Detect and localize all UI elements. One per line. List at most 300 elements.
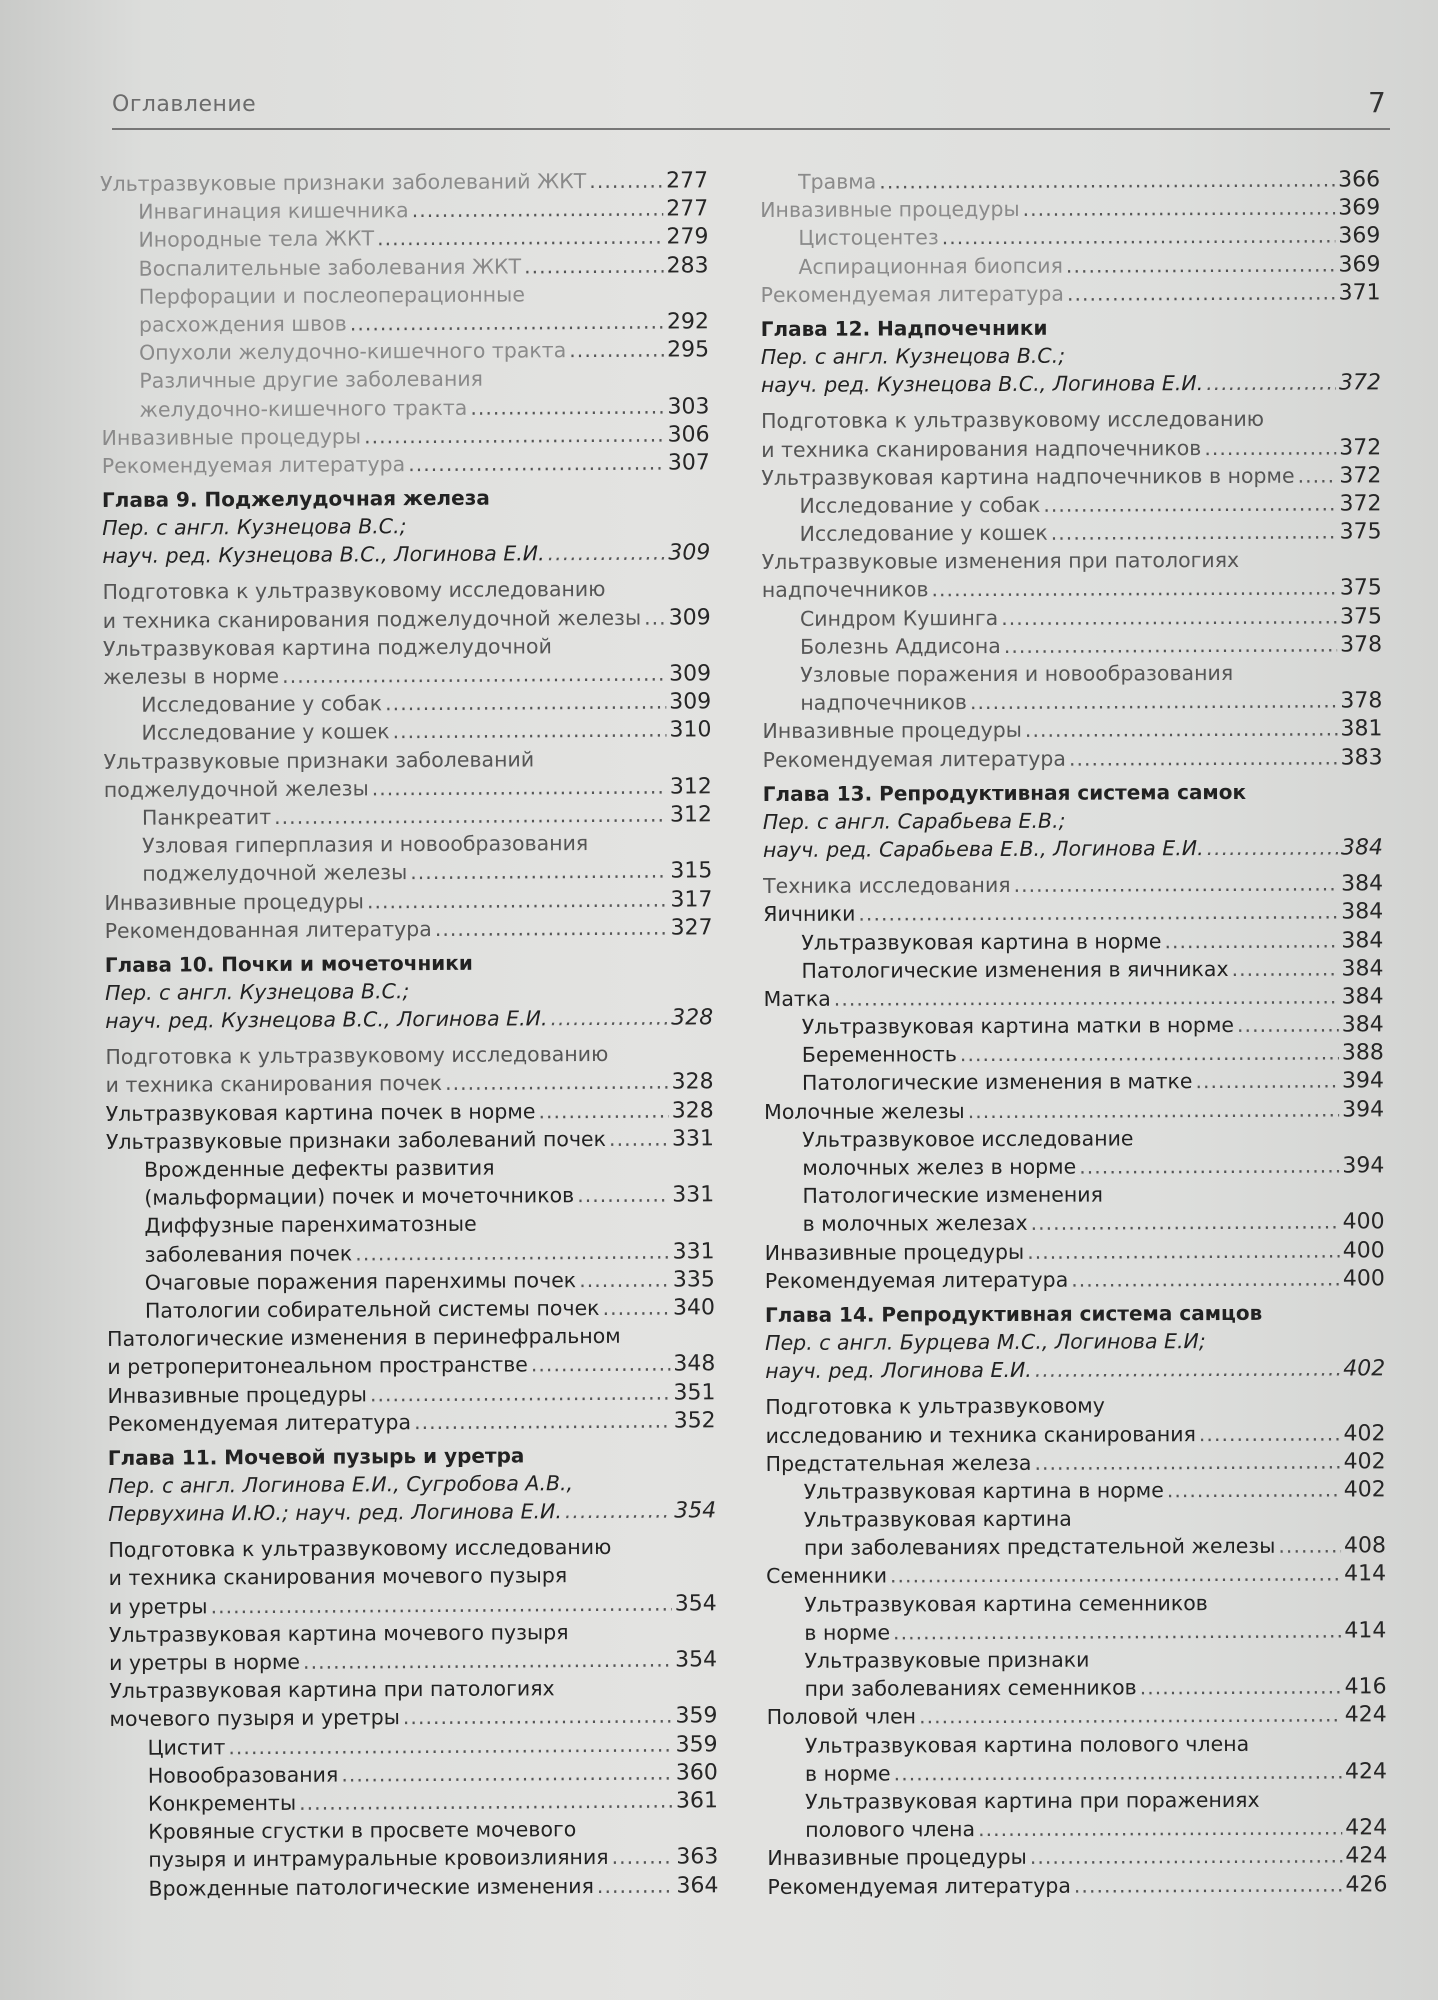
toc-entry-title: в норме — [804, 1761, 891, 1786]
toc-entry-title: Инвазивные процедуры — [104, 888, 364, 915]
toc-entry — [102, 420, 710, 452]
toc-dot-leader — [392, 716, 666, 746]
toc-dot-leader — [1195, 1067, 1339, 1096]
toc-entry-title: Рекомендуемая литература — [760, 281, 1064, 307]
toc-entry — [103, 687, 711, 719]
toc-dot-leader — [1206, 369, 1336, 398]
toc-entry-title: Беременность — [801, 1042, 957, 1068]
toc-translator-credit — [102, 539, 710, 571]
toc-dot-leader — [579, 1265, 670, 1294]
toc-dot-leader — [1034, 1447, 1340, 1477]
toc-entry-title: Пер. с англ. Сарабьева Е.В.; — [762, 808, 1066, 834]
toc-entry — [105, 1040, 713, 1072]
toc-dot-leader — [1014, 870, 1339, 900]
toc-entry — [763, 898, 1383, 929]
toc-entry-title: Предстательная железа — [765, 1450, 1032, 1476]
toc-dot-leader — [1079, 1151, 1339, 1180]
toc-dot-leader — [385, 688, 666, 718]
toc-entry-title: Инвазивные процедуры — [762, 718, 1022, 744]
toc-entry-title: Семенники — [766, 1563, 888, 1589]
toc-entry — [110, 1843, 718, 1875]
toc-dot-leader — [470, 392, 664, 421]
toc-entry-title: Первухина И.Ю.; науч. ред. Логинова Е.И. — [108, 1499, 562, 1527]
toc-dot-leader — [1043, 489, 1336, 518]
toc-entry-title: и техника сканирования поджелудочной железы — [102, 605, 642, 633]
toc-chapter-heading: Глава 12. Надпочечники — [760, 315, 1048, 341]
toc-entry-title: Болезнь Аддисона — [800, 633, 1001, 659]
toc-page-number: 309 — [669, 661, 712, 687]
toc-entry — [106, 1124, 714, 1156]
toc-entry — [762, 602, 1382, 633]
toc-entry-title: науч. ред. Кузнецова В.С., Логинова Е.И. — [760, 371, 1204, 398]
toc-entry-title: Ультразвуковые признаки заболеваний ЖКТ — [100, 169, 587, 196]
toc-entry — [764, 1151, 1384, 1182]
toc-entry — [762, 686, 1382, 717]
toc-entry-title: Аспирационная биопсия — [798, 253, 1063, 279]
toc-page-number: 381 — [1340, 716, 1383, 742]
toc-entry-title: Патологические изменения — [802, 1182, 1103, 1209]
toc-page-number: 402 — [1343, 1356, 1386, 1382]
toc-dot-leader — [403, 1702, 673, 1732]
toc-page-number: 328 — [671, 1005, 714, 1031]
toc-entry-title: Ультразвуковая картина при патологиях — [109, 1676, 555, 1704]
toc-entry — [764, 1039, 1384, 1070]
toc-entry — [766, 1475, 1386, 1506]
toc-page-number: 309 — [669, 689, 712, 715]
toc-entry — [766, 1560, 1386, 1591]
toc-entry — [766, 1644, 1386, 1675]
toc-dot-leader — [894, 1757, 1342, 1787]
toc-page-number: 400 — [1342, 1209, 1385, 1235]
toc-dot-leader — [970, 687, 1337, 717]
toc-dot-leader — [412, 195, 664, 225]
toc-page-number: 372 — [1339, 462, 1382, 489]
toc-dot-leader — [341, 1758, 673, 1788]
toc-page-number: 328 — [671, 1069, 714, 1095]
toc-entry — [761, 405, 1381, 436]
toc-entry — [107, 1350, 715, 1382]
toc-entry — [765, 1236, 1385, 1267]
toc-entry — [760, 193, 1380, 224]
toc-entry — [766, 1588, 1386, 1619]
toc-entry — [107, 1293, 715, 1325]
toc-entry — [765, 1419, 1385, 1450]
toc-dot-leader — [1004, 630, 1337, 660]
toc-entry — [767, 1729, 1387, 1760]
toc-entry-title: надпочечников — [761, 577, 929, 603]
toc-page-number: 408 — [1343, 1533, 1387, 1559]
toc-dot-leader — [834, 982, 1339, 1012]
toc-entry — [760, 222, 1380, 253]
toc-entry-title: Ультразвуковые изменения при патологиях — [761, 548, 1240, 575]
toc-page-number: 292 — [666, 309, 710, 335]
toc-entry-title: Рекомендуемая литература — [107, 1409, 412, 1436]
toc-entry — [766, 1616, 1386, 1647]
toc-page-number: 328 — [671, 1097, 714, 1124]
toc-page-number: 327 — [670, 914, 713, 941]
toc-entry-title: и техника сканирования мочевого пузыря — [108, 1563, 568, 1591]
toc-dot-leader — [299, 1786, 673, 1816]
toc-entry — [110, 1730, 718, 1762]
toc-entry-title: Панкреатит — [141, 804, 272, 830]
toc-entry-title: Ультразвуковая картина полового члена — [804, 1731, 1250, 1758]
toc-entry — [765, 1391, 1385, 1422]
toc-entry-title: Инвазивные процедуры — [764, 1239, 1025, 1265]
toc-page-number: 360 — [675, 1760, 718, 1786]
toc-entry — [106, 1209, 714, 1241]
toc-dot-leader — [931, 574, 1336, 604]
toc-chapter-heading: Глава 9. Поджелудочная железа — [101, 485, 490, 513]
toc-translator-credit — [108, 1468, 716, 1500]
toc-page-number: 375 — [1339, 575, 1382, 601]
toc-translator-credit — [105, 975, 713, 1007]
toc-page-number: 402 — [1343, 1420, 1386, 1446]
toc-entry — [760, 250, 1380, 281]
toc-entry — [107, 1265, 715, 1297]
toc-page-number: 363 — [676, 1844, 719, 1870]
toc-entry-title: в норме — [804, 1620, 891, 1645]
toc-entry-title: Яичники — [763, 901, 856, 927]
toc-entry-title: Техника исследования — [763, 873, 1011, 899]
toc-entry — [763, 869, 1383, 900]
toc-chapter-heading: Глава 10. Почки и мочеточники — [104, 950, 473, 977]
toc-dot-leader — [1023, 194, 1336, 224]
toc-entry — [104, 744, 712, 776]
toc-dot-leader — [538, 1096, 669, 1125]
toc-entry-title: Диффузные паренхиматозные — [144, 1212, 477, 1239]
toc-dot-leader — [858, 898, 1338, 928]
toc-entry-title: Врожденные дефекты развития — [144, 1155, 495, 1182]
toc-chapter-heading: Глава 13. Репродуктивная система самок — [762, 779, 1247, 806]
toc-translator-credit — [761, 368, 1381, 399]
toc-dot-leader — [1199, 1419, 1341, 1448]
toc-page-number: 371 — [1338, 280, 1381, 306]
toc-dot-leader — [410, 857, 667, 887]
toc-entry — [764, 1179, 1384, 1210]
toc-entry-title: Половой член — [766, 1704, 917, 1730]
toc-dot-leader — [228, 1730, 672, 1761]
toc-entry-title: Инвазивные процедуры — [101, 424, 362, 450]
toc-entry — [766, 1503, 1386, 1534]
toc-entry — [103, 631, 711, 663]
toc-entry-title: Патологические изменения в перинефральном — [107, 1323, 621, 1352]
toc-entry-title: при заболеваниях предстательной железы — [803, 1534, 1276, 1561]
toc-entry-title: Пер. с англ. Бурцева М.С., Логинова Е.И; — [765, 1329, 1206, 1355]
toc-entry-title: поджелудочной железы — [103, 776, 369, 802]
toc-entry — [110, 1758, 718, 1790]
toc-translator-credit — [765, 1326, 1385, 1357]
toc-dot-leader — [609, 1124, 669, 1153]
toc-entry-title: Ультразвуковая картина матки в норме — [801, 1013, 1235, 1039]
toc-page-number: 372 — [1339, 434, 1382, 460]
toc-entry — [762, 574, 1382, 605]
toc-entry — [106, 1068, 714, 1100]
toc-dot-leader — [602, 1293, 670, 1322]
toc-entry — [103, 603, 711, 635]
toc-entry — [761, 461, 1381, 492]
toc-page-number: 277 — [666, 196, 709, 222]
toc-entry-title: науч. ред. Кузнецова В.С., Логинова Е.И. — [102, 541, 545, 569]
toc-entry — [763, 743, 1383, 774]
toc-entry — [762, 715, 1382, 746]
toc-page-number: 372 — [1338, 370, 1381, 396]
toc-entry — [102, 575, 710, 607]
toc-dot-leader — [942, 222, 1336, 252]
toc-entry-title: Ультразвуковые признаки — [804, 1647, 1090, 1673]
toc-left-column — [100, 166, 719, 1902]
toc-entry — [765, 1208, 1385, 1239]
toc-entry — [766, 1447, 1386, 1478]
toc-translator-credit — [108, 1496, 716, 1528]
toc-entry-title: Кровяные сгустки в просвете мочевого — [148, 1817, 577, 1844]
toc-page-number: 372 — [1339, 491, 1382, 517]
toc-page-number: 295 — [667, 337, 710, 363]
toc-page-number: 402 — [1343, 1448, 1386, 1475]
toc-entry — [108, 1406, 716, 1438]
toc-entry-title: Ультразвуковая картина в норме — [801, 928, 1162, 955]
toc-entry — [101, 251, 709, 283]
toc-dot-leader — [890, 1560, 1341, 1590]
toc-dot-leader — [1164, 926, 1338, 955]
toc-dot-leader — [367, 885, 668, 915]
toc-page-number: 352 — [673, 1407, 716, 1434]
toc-entry-title: Инвазивные процедуры — [760, 197, 1020, 223]
toc-dot-leader — [1071, 1264, 1340, 1293]
toc-entry-title: Пер. с англ. Кузнецова В.С.; — [760, 343, 1066, 369]
toc-entry-title: Подготовка к ультразвуковому исследованию — [108, 1535, 612, 1563]
toc-entry-title: Рекомендуемая литература — [101, 452, 406, 478]
toc-page-number: 414 — [1344, 1618, 1387, 1644]
toc-dot-leader — [1035, 1355, 1341, 1385]
toc-entry — [767, 1701, 1387, 1732]
toc-translator-credit — [765, 1354, 1385, 1385]
toc-entry-title: Пер. с англ. Кузнецова В.С.; — [102, 514, 407, 541]
toc-page-number: 424 — [1345, 1843, 1388, 1869]
toc-entry — [762, 658, 1382, 689]
toc-dot-leader — [274, 800, 667, 831]
toc-dot-leader — [370, 1378, 671, 1408]
toc-dot-leader — [589, 167, 663, 196]
toc-entry-title: Синдром Кушинга — [799, 605, 999, 631]
toc-dot-leader — [548, 539, 666, 568]
toc-page-number: 384 — [1341, 927, 1384, 953]
toc-entry-title: Матка — [763, 986, 831, 1011]
toc-entry-title: Пер. с англ. Кузнецова В.С.; — [104, 979, 410, 1005]
toc-entry — [104, 828, 712, 860]
toc-entry-title: заболевания почек — [144, 1241, 353, 1267]
header-divider — [112, 128, 1390, 130]
toc-entry-title: Ультразвуковая картина почек в норме — [105, 1098, 536, 1126]
toc-page-number: 307 — [667, 450, 710, 476]
toc-dot-leader — [445, 1068, 669, 1098]
toc-entry-title: Ультразвуковая картина в норме — [803, 1478, 1164, 1504]
toc-dot-leader — [1067, 278, 1336, 307]
toc-entry — [102, 448, 710, 480]
toc-entry-title: Цистит — [147, 1734, 226, 1760]
toc-entry-title: в молочных железах — [802, 1211, 1028, 1237]
toc-page-number: 388 — [1341, 1040, 1384, 1066]
toc-page-number: 426 — [1345, 1871, 1388, 1897]
toc-entry — [767, 1785, 1387, 1816]
toc-entry-title: Перфорации и послеоперационные — [138, 282, 525, 309]
toc-entry — [764, 1095, 1384, 1126]
toc-dot-leader — [1025, 715, 1338, 745]
toc-entry — [762, 517, 1382, 548]
toc-dot-leader — [1066, 250, 1336, 279]
toc-dot-leader — [565, 1497, 671, 1526]
toc-dot-leader — [1204, 433, 1336, 462]
toc-entry-title: Исследование у кошек — [141, 719, 390, 746]
toc-page-number: 375 — [1339, 519, 1382, 545]
toc-dot-leader — [1074, 1870, 1343, 1899]
toc-dot-leader — [524, 251, 664, 280]
toc-entry-title: поджелудочной железы — [142, 860, 408, 887]
toc-entry — [108, 1533, 716, 1565]
toc-dot-leader — [1232, 954, 1339, 983]
toc-entry-title: Ультразвуковое исследование — [802, 1126, 1134, 1152]
toc-page-number: 383 — [1340, 744, 1383, 771]
toc-entry — [101, 279, 709, 311]
toc-entry-title: Ультразвуковые признаки заболеваний — [103, 746, 535, 774]
toc-entry — [107, 1321, 715, 1353]
toc-translator-credit — [763, 805, 1383, 836]
toc-entry-title: исследованию и техника сканирования — [765, 1421, 1196, 1448]
toc-page-number: 424 — [1345, 1815, 1388, 1841]
toc-entry-title: Ультразвуковая картина семенников — [804, 1590, 1208, 1617]
toc-page-number: 310 — [669, 717, 712, 743]
page-number: 7 — [1368, 86, 1386, 119]
toc-page-number: 331 — [672, 1182, 715, 1208]
toc-page-number: 312 — [669, 802, 713, 828]
toc-dot-leader — [611, 1843, 673, 1872]
toc-entry-title: науч. ред. Кузнецова В.С., Логинова Е.И. — [105, 1006, 548, 1034]
toc-dot-leader — [919, 1701, 1342, 1731]
toc-entry — [106, 1152, 714, 1184]
toc-entry — [107, 1378, 715, 1410]
toc-dot-leader — [1001, 602, 1337, 632]
toc-entry-title: науч. ред. Логинова Е.И. — [765, 1357, 1032, 1384]
toc-entry-title: Рекомендуемая литература — [762, 746, 1067, 772]
toc-page-number: 424 — [1344, 1759, 1388, 1785]
toc-entry — [109, 1673, 717, 1705]
toc-entry-title: Патологические изменения в матке — [801, 1069, 1193, 1096]
toc-entry-title: Инвазивные процедуры — [767, 1845, 1027, 1871]
toc-entry-title: Исследование у кошек — [799, 520, 1048, 546]
toc-entry-title: Конкременты — [147, 1790, 297, 1816]
toc-dot-leader — [282, 660, 666, 691]
toc-dot-leader — [1237, 1011, 1339, 1040]
toc-dot-leader — [350, 307, 664, 337]
toc-page-number: 384 — [1341, 955, 1384, 982]
toc-page-number: 279 — [666, 224, 709, 250]
toc-entry — [763, 926, 1383, 957]
toc-page-number: 384 — [1341, 1012, 1384, 1038]
toc-entry-title: науч. ред. Сарабьева Е.В., Логинова Е.И. — [762, 836, 1204, 862]
toc-page-number: 402 — [1343, 1477, 1386, 1503]
toc-page-number: 348 — [673, 1351, 716, 1377]
toc-page-number: 400 — [1342, 1237, 1385, 1264]
toc-entry-title: надпочечников — [800, 690, 968, 716]
toc-page-number: 414 — [1344, 1561, 1387, 1587]
toc-entry-title: и техника сканирования надпочечников — [761, 435, 1202, 462]
toc-entry — [764, 982, 1384, 1013]
toc-dot-leader — [1207, 833, 1339, 862]
toc-page-number: 359 — [675, 1703, 718, 1729]
toc-page-number: 378 — [1340, 632, 1383, 658]
toc-dot-leader — [1140, 1673, 1342, 1702]
toc-entry — [764, 1123, 1384, 1154]
toc-entry — [109, 1589, 717, 1621]
toc-page-number: 394 — [1341, 1068, 1385, 1094]
toc-entry-title: Узловая гиперплазия и новообразования — [142, 831, 589, 858]
toc-entry-title: (мальформации) почек и мочеточников — [144, 1183, 575, 1210]
toc-entry — [106, 1096, 714, 1128]
toc-entry-title: Подготовка к ультразвуковому исследованию — [102, 577, 606, 605]
toc-page-number: 384 — [1341, 899, 1384, 925]
toc-entry-title: и уретры в норме — [109, 1649, 301, 1675]
toc-entry-title: Патологии собирательной системы почек — [144, 1295, 600, 1323]
toc-entry-title: Рекомендованная литература — [104, 916, 432, 943]
toc-chapter-heading: Глава 14. Репродуктивная система самцов — [764, 1300, 1263, 1327]
toc-entry-title: Очаговые поражения паренхимы почек — [144, 1267, 577, 1295]
toc-entry-title: Воспалительные заболевания ЖКТ — [138, 253, 522, 281]
toc-entry — [766, 1532, 1386, 1563]
toc-entry-title: расхождения швов — [138, 311, 347, 337]
toc-entry — [767, 1672, 1387, 1703]
toc-entry — [767, 1870, 1387, 1901]
toc-entry-title: Травма — [798, 169, 877, 194]
toc-translator-credit — [105, 1003, 713, 1035]
toc-entry — [109, 1561, 717, 1593]
toc-dot-leader — [210, 1589, 671, 1620]
toc-entry-title: Подготовка к ультразвуковому — [765, 1393, 1105, 1420]
toc-entry-title: Подготовка к ультразвуковому исследованию — [105, 1042, 609, 1070]
toc-page-number: 340 — [672, 1295, 716, 1321]
toc-entry-title: Рекомендуемая литература — [764, 1267, 1069, 1293]
toc-entry — [101, 335, 709, 367]
toc-entry — [109, 1702, 717, 1734]
toc-entry-title: и уретры — [108, 1593, 208, 1619]
toc-entry — [101, 392, 709, 424]
toc-entry — [765, 1264, 1385, 1295]
toc-dot-leader — [408, 448, 665, 478]
toc-dot-leader — [1069, 743, 1338, 772]
toc-entry — [761, 433, 1381, 464]
toc-page-number: 351 — [673, 1379, 716, 1406]
toc-entry-title: полового члена — [805, 1817, 976, 1842]
toc-dot-leader — [968, 1095, 1340, 1125]
toc-entry-title: Ультразвуковые признаки заболеваний почек — [105, 1126, 607, 1154]
toc-page-number: 331 — [671, 1126, 715, 1152]
toc-entry-title: Новообразования — [147, 1762, 339, 1788]
toc-page-number: 359 — [675, 1731, 718, 1758]
toc-dot-leader — [1031, 1208, 1340, 1238]
toc-entry-title: Инвазивные процедуры — [107, 1381, 367, 1408]
toc-entry — [767, 1813, 1387, 1844]
toc-entry-title: Ультразвуковая картина при поражениях — [805, 1787, 1260, 1814]
toc-page-number: 384 — [1341, 984, 1384, 1010]
toc-page-number: 378 — [1340, 688, 1383, 714]
toc-entry-title: мочевого пузыря и уретры — [109, 1705, 400, 1732]
toc-entry-title: Врожденные патологические изменения — [148, 1873, 594, 1901]
toc-page-number: 331 — [672, 1238, 715, 1265]
toc-entry-title: и техника сканирования почек — [105, 1071, 443, 1098]
toc-chapter-heading: Глава 11. Мочевой пузырь и уретра — [107, 1443, 525, 1470]
toc-dot-leader — [414, 1406, 671, 1436]
toc-entry-title: железы в норме — [103, 663, 280, 689]
toc-entry-title: Ультразвуковая картина мочевого пузыря — [108, 1619, 569, 1647]
toc-page-number: 315 — [670, 858, 713, 884]
